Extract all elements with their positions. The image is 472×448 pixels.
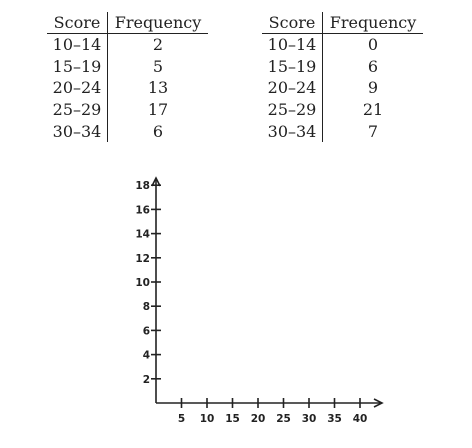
x-tick-label: 10	[199, 413, 215, 425]
y-tick-label: 8	[142, 301, 150, 314]
table-right-header-frequency: Frequency	[323, 12, 424, 34]
x-tick-label: 40	[352, 413, 368, 425]
table-cell-frequency: 21	[362, 100, 384, 120]
table-cell-frequency: 2	[152, 35, 164, 55]
table-cell-frequency: 0	[367, 35, 379, 55]
table-cell-score: 15–19	[47, 56, 108, 78]
y-tick-label: 14	[135, 228, 150, 241]
table-cell-score: 30–34	[47, 120, 108, 142]
table-cell-frequency: 7	[367, 121, 379, 141]
x-tick-label: 30	[301, 413, 317, 425]
table-cell-score: 30–34	[262, 120, 323, 142]
table-cell-score: 20–24	[262, 77, 323, 99]
x-tick-label: 25	[276, 413, 291, 425]
table-left-header-frequency: Frequency	[108, 12, 209, 34]
table-cell-frequency: 5	[152, 56, 164, 76]
table-cell-frequency: 6	[367, 56, 379, 76]
table-left-header-score: Score	[47, 12, 108, 34]
y-tick-label: 10	[135, 277, 150, 289]
x-tick-label: 20	[250, 413, 266, 425]
y-tick-label: 2	[142, 373, 150, 386]
table-cell-frequency: 13	[147, 78, 169, 98]
table-cell-score: 25–29	[47, 99, 108, 121]
table-cell-score: 10–14	[47, 34, 108, 56]
y-tick-label: 12	[135, 252, 150, 265]
x-tick-label: 5	[177, 413, 186, 425]
table-cell-frequency: 9	[367, 78, 379, 98]
table-cell-frequency: 6	[152, 121, 164, 141]
table-cell-score: 25–29	[262, 99, 323, 121]
table-cell-score: 10–14	[262, 34, 323, 56]
table-cell-score: 15–19	[262, 56, 323, 78]
y-tick-label: 18	[135, 180, 150, 193]
table-cell-frequency: 17	[147, 100, 169, 120]
x-tick-label: 35	[327, 413, 342, 425]
x-tick-label: 15	[225, 413, 240, 425]
y-tick-label: 4	[142, 349, 150, 362]
y-tick-label: 16	[135, 204, 150, 217]
table-right-header-score: Score	[262, 12, 323, 34]
table-cell-score: 20–24	[47, 77, 108, 99]
y-tick-label: 6	[142, 325, 150, 338]
